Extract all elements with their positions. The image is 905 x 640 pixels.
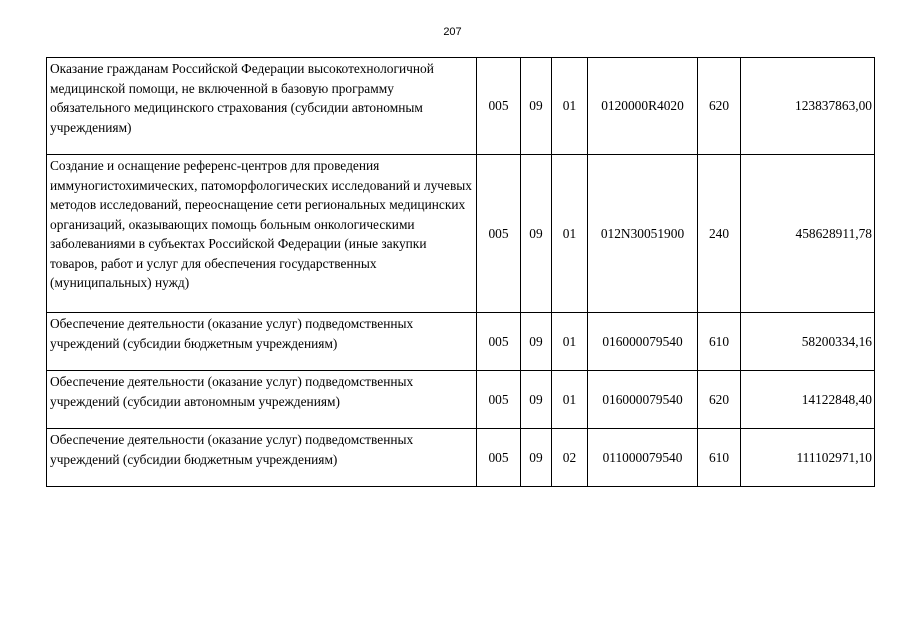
table-row — [47, 371, 875, 429]
section-code: 09 — [521, 429, 552, 487]
amount-value: 123837863,00 — [741, 58, 875, 155]
target-article-code: 016000079540 — [588, 313, 698, 371]
section-code: 09 — [521, 313, 552, 371]
target-article-code: 011000079540 — [588, 429, 698, 487]
expense-type-code: 620 — [698, 58, 741, 155]
ministry-code: 005 — [477, 58, 521, 155]
expense-type-code: 620 — [698, 371, 741, 429]
row-description: Обеспечение деятельности (оказание услуг) подведомственных учреждений (субсидии бюджетным учреждениям) — [47, 313, 477, 371]
ministry-code: 005 — [477, 155, 521, 313]
amount-value: 14122848,40 — [741, 371, 875, 429]
subsection-code: 01 — [552, 371, 588, 429]
row-description: Обеспечение деятельности (оказание услуг) подведомственных учреждений (субсидии автономным учреждениям) — [47, 371, 477, 429]
subsection-code: 01 — [552, 313, 588, 371]
ministry-code: 005 — [477, 371, 521, 429]
page-number: 207 — [443, 26, 462, 38]
amount-value: 111102971,10 — [741, 429, 875, 487]
subsection-code: 01 — [552, 155, 588, 313]
ministry-code: 005 — [477, 313, 521, 371]
row-description: Создание и оснащение референс-центров для проведения иммуногистохимических, патоморфологических исследований и лучевых методов исследований, переоснащение сети региональных медицинских организаций, оказывающих помощь больным онкологическими заболеваниями в субъектах Российской Федерации (иные закупки товаров, работ и услуг для обеспечения государственных (муниципальных) нужд) — [47, 155, 477, 313]
section-code: 09 — [521, 371, 552, 429]
row-description: Обеспечение деятельности (оказание услуг) подведомственных учреждений (субсидии бюджетным учреждениям) — [47, 429, 477, 487]
row-description: Оказание гражданам Российской Федерации высокотехнологичной медицинской помощи, не включенной в базовую программу обязательного медицинского страхования (субсидии автономным учреждениям) — [47, 58, 477, 155]
expense-type-code: 610 — [698, 429, 741, 487]
target-article-code: 0120000R4020 — [588, 58, 698, 155]
section-code: 09 — [521, 155, 552, 313]
table-row — [47, 155, 875, 313]
section-code: 09 — [521, 58, 552, 155]
subsection-code: 02 — [552, 429, 588, 487]
amount-value: 458628911,78 — [741, 155, 875, 313]
amount-value: 58200334,16 — [741, 313, 875, 371]
budget-table — [46, 57, 875, 487]
ministry-code: 005 — [477, 429, 521, 487]
subsection-code: 01 — [552, 58, 588, 155]
target-article-code: 016000079540 — [588, 371, 698, 429]
table-row — [47, 313, 875, 371]
expense-type-code: 610 — [698, 313, 741, 371]
target-article-code: 012N30051900 — [588, 155, 698, 313]
table-row — [47, 58, 875, 155]
table-row — [47, 429, 875, 487]
expense-type-code: 240 — [698, 155, 741, 313]
